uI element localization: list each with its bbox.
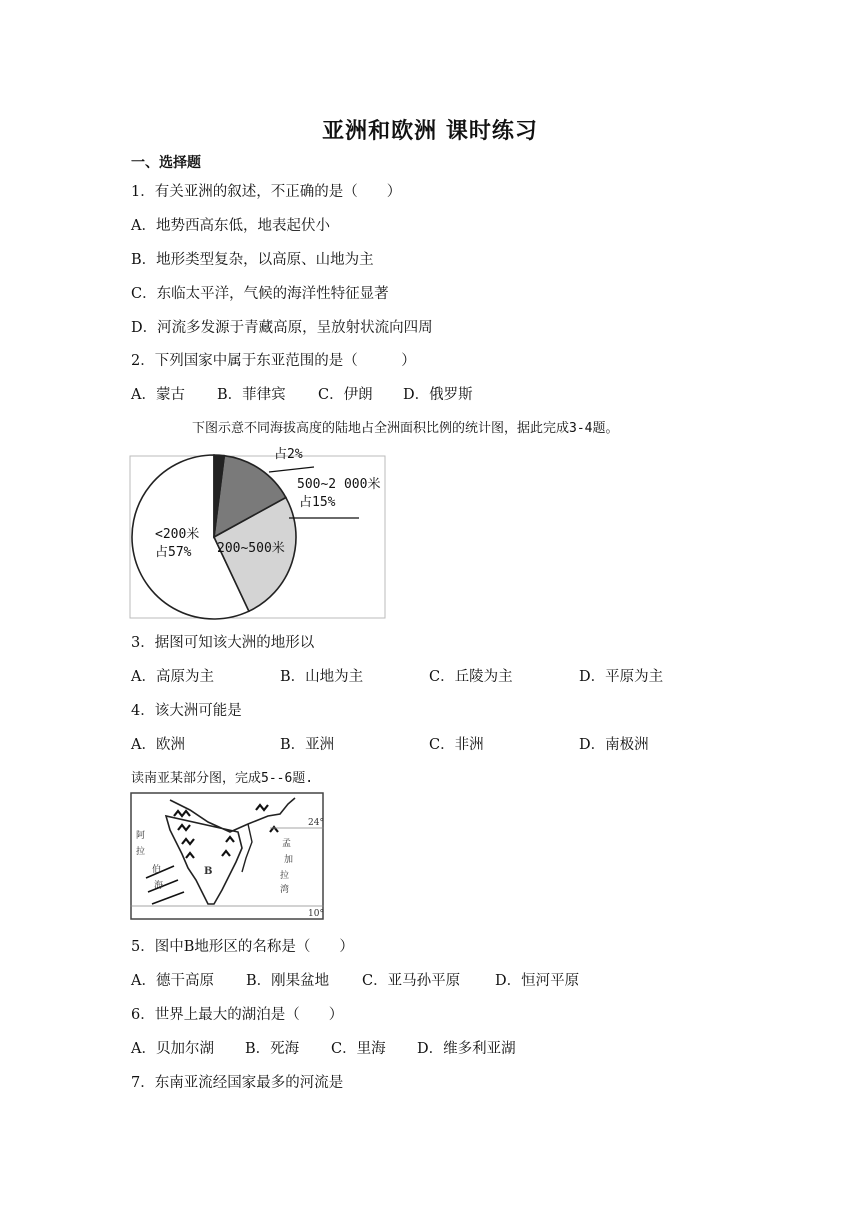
page-title: 亚洲和欧洲 课时练习	[322, 119, 538, 144]
figure-1-caption: 下图示意不同海拔高度的陆地占全洲面积比例的统计图，据此完成3-4题。	[192, 421, 619, 436]
map-label-lat-10: 10°	[308, 909, 324, 919]
question-2-option-a: A．蒙古	[131, 387, 185, 403]
question-4-stem: 4．该大洲可能是	[131, 703, 242, 719]
question-6-option-d: D．维多利亚湖	[417, 1041, 516, 1057]
label-500-2000: 500~2 000米	[297, 477, 381, 492]
question-5-option-c: C．亚马孙平原	[362, 973, 461, 989]
altitude-pie-chart	[129, 440, 387, 620]
question-3-stem: 3．据图可知该大洲的地形以	[131, 635, 315, 651]
map-label-arabian-3: 伯	[152, 865, 162, 875]
label-15pct: 占15%	[299, 495, 336, 510]
map-label-arabian-1: 阿	[136, 831, 146, 841]
label-57pct: 占57%	[155, 545, 192, 560]
map-frame	[131, 793, 323, 919]
question-5-option-b: B．刚果盆地	[246, 973, 330, 989]
question-5-option-d: D．恒河平原	[495, 973, 580, 989]
label-200-500: 200~500米	[217, 541, 285, 556]
question-2-option-b: B．菲律宾	[217, 387, 286, 403]
question-4-option-a: A．欧洲	[131, 737, 185, 753]
map-label-bengal-4: 湾	[280, 885, 290, 895]
question-5-stem: 5．图中B地形区的名称是（ ）	[131, 939, 354, 955]
map-label-arabian-2: 拉	[136, 847, 146, 857]
map-label-arabian-4: 海	[154, 881, 164, 891]
question-1-option-d: D．河流多发源于青藏高原，呈放射状流向四周	[131, 320, 433, 336]
question-1-option-c: C．东临太平洋，气候的海洋性特征显著	[131, 286, 389, 302]
map-label-bengal-2: 加	[284, 855, 294, 865]
label-lt200: <200米	[155, 527, 200, 542]
label-2pct: 占2%	[274, 447, 303, 462]
question-6-option-a: A．贝加尔湖	[131, 1041, 214, 1057]
question-3-option-a: A．高原为主	[131, 669, 214, 685]
question-2-option-c: C．伊朗	[318, 387, 373, 403]
question-3-option-d: D．平原为主	[579, 669, 664, 685]
question-6-option-c: C．里海	[331, 1041, 386, 1057]
question-5-option-a: A．德干高原	[131, 973, 214, 989]
question-4-option-c: C．非洲	[429, 737, 484, 753]
question-7-stem: 7．东南亚流经国家最多的河流是	[131, 1075, 344, 1091]
map-label-lat-24: 24°	[308, 818, 324, 828]
question-2-option-d: D．俄罗斯	[403, 387, 473, 403]
question-3-option-c: C．丘陵为主	[429, 669, 513, 685]
question-3-option-b: B．山地为主	[280, 669, 364, 685]
question-1-option-a: A．地势西高东低，地表起伏小	[131, 218, 330, 234]
question-6-option-b: B．死海	[245, 1041, 300, 1057]
map-label-b: B	[204, 866, 213, 877]
figure-2-caption: 读南亚某部分图，完成5--6题.	[131, 771, 314, 786]
question-4-option-b: B．亚洲	[280, 737, 335, 753]
south-asia-map	[130, 792, 324, 920]
question-1-stem: 1．有关亚洲的叙述，不正确的是（ ）	[131, 184, 402, 200]
question-1-option-b: B．地形类型复杂，以高原、山地为主	[131, 252, 374, 268]
question-2-stem: 2．下列国家中属于东亚范围的是（ ）	[131, 353, 416, 369]
section-heading: 一、选择题	[131, 155, 201, 171]
map-label-bengal-3: 拉	[280, 871, 290, 881]
question-4-option-d: D．南极洲	[579, 737, 649, 753]
map-label-bengal-1: 孟	[282, 839, 292, 849]
question-6-stem: 6．世界上最大的湖泊是（ ）	[131, 1007, 344, 1023]
